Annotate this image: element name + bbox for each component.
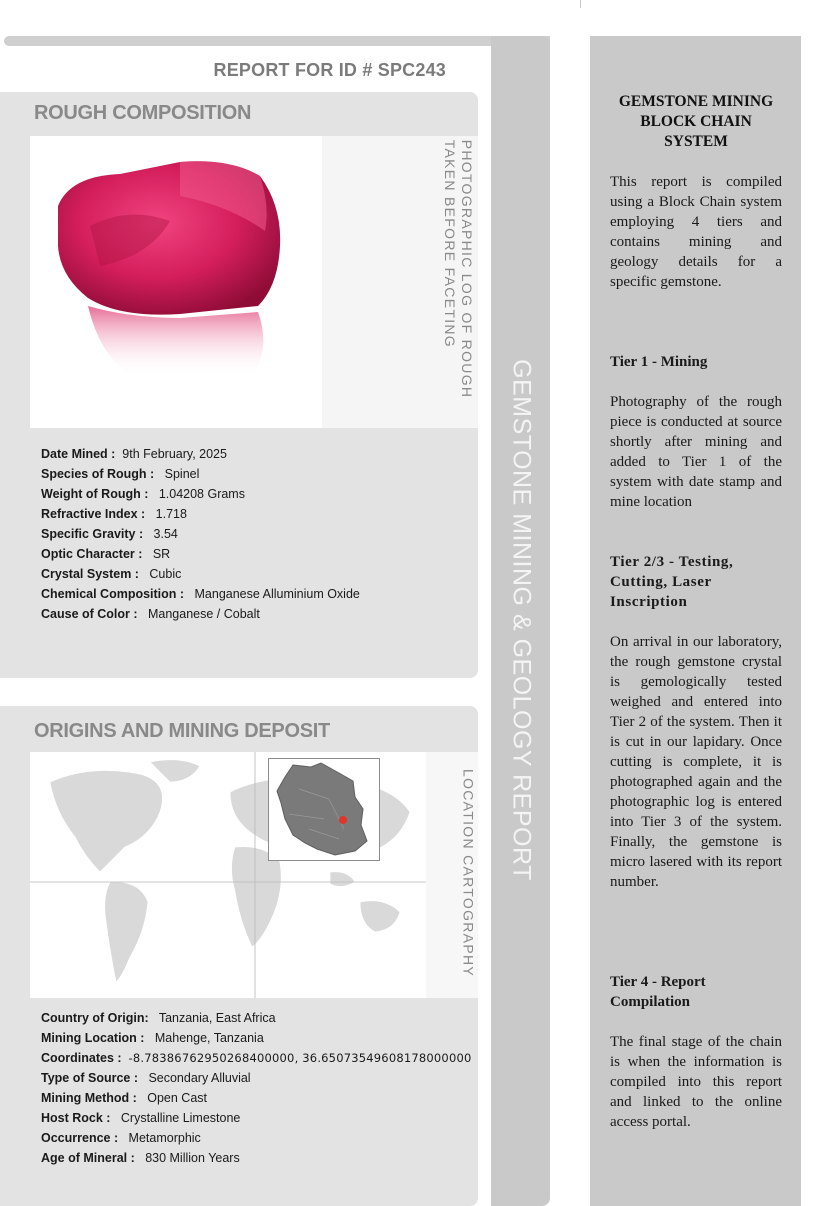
detail-mining-method: Mining Method : Open Cast <box>41 1091 207 1105</box>
photo-log-label: PHOTOGRAPHIC LOG OF ROUGH TAKEN BEFORE FACETING <box>442 139 475 399</box>
top-divider-tick <box>580 0 581 8</box>
detail-cause-of-color: Cause of Color : Manganese / Cobalt <box>41 607 260 621</box>
origins-heading: ORIGINS AND MINING DEPOSIT <box>34 720 330 742</box>
detail-date-mined: Date Mined : 9th February, 2025 <box>41 447 227 461</box>
detail-mining-location: Mining Location : Mahenge, Tanzania <box>41 1031 264 1045</box>
detail-crystal-system: Crystal System : Cubic <box>41 567 182 581</box>
top-bar <box>4 36 550 46</box>
map-area <box>30 752 478 998</box>
rough-details-list <box>41 444 360 624</box>
report-title: REPORT FOR ID # SPC243 <box>213 60 446 80</box>
rough-composition-heading: ROUGH COMPOSITION <box>34 102 252 124</box>
tier23-text: On arrival in our laboratory, the rough gemstone crystal is gemologically tested weighed and entered into Tier 2 of the system. Then it is cut in our lapidary. Once cutting is complete, it is photographed again and the photographic log is entered into Tier 3 of the system. Finally, the gemstone is micro lasered with its report number. <box>610 634 782 890</box>
tier4-text: The final stage of the chain is when the information is compiled into this report and linked to the online access portal. <box>610 1034 782 1130</box>
tanzania-inset-map <box>268 758 380 861</box>
tier1-text: Photography of the rough piece is conducted at source shortly after mining and added to Tier 1 of the system with date stamp and mine location <box>610 394 782 510</box>
detail-coordinates: Coordinates : -8.78386762950268400000, 36.65073549608178000000 <box>41 1051 472 1065</box>
origin-details-list <box>41 1008 472 1168</box>
spinel-rough-image <box>30 136 322 428</box>
detail-weight: Weight of Rough : 1.04208 Grams <box>41 487 245 501</box>
sidebar-intro: This report is compiled using a Block Chain system employing 4 tiers and contains mining and geology details for a specific gemstone. <box>610 174 782 290</box>
blockchain-sidebar <box>590 36 801 1206</box>
mine-location-marker <box>339 816 347 824</box>
tier23-heading: Tier 2/3 - Testing, Cutting, Laser Inscription <box>610 554 734 610</box>
detail-chemical-composition: Chemical Composition : Manganese Alluminium Oxide <box>41 587 360 601</box>
detail-refractive-index: Refractive Index : 1.718 <box>41 507 187 521</box>
tier4-heading: Tier 4 - Report Compilation <box>610 974 706 1010</box>
location-cartography-label: LOCATION CARTOGRAPHY <box>460 768 477 978</box>
detail-host-rock: Host Rock : Crystalline Limestone <box>41 1111 241 1125</box>
detail-country-of-origin: Country of Origin: Tanzania, East Africa <box>41 1011 276 1025</box>
detail-optic-character: Optic Character : SR <box>41 547 171 561</box>
detail-age-of-mineral: Age of Mineral : 830 Million Years <box>41 1151 240 1165</box>
rough-gem-photo <box>30 136 322 428</box>
detail-species: Species of Rough : Spinel <box>41 467 200 481</box>
sidebar-title: GEMSTONE MINING BLOCK CHAIN SYSTEM <box>618 93 774 150</box>
tier1-heading: Tier 1 - Mining <box>610 354 708 370</box>
detail-specific-gravity: Specific Gravity : 3.54 <box>41 527 178 541</box>
detail-type-of-source: Type of Source : Secondary Alluvial <box>41 1071 251 1085</box>
detail-occurrence: Occurrence : Metamorphic <box>41 1131 201 1145</box>
rough-photo-area <box>30 136 478 428</box>
world-map <box>30 752 426 998</box>
vertical-banner-text: GEMSTONE MINING & GEOLOGY REPORT <box>507 359 536 881</box>
